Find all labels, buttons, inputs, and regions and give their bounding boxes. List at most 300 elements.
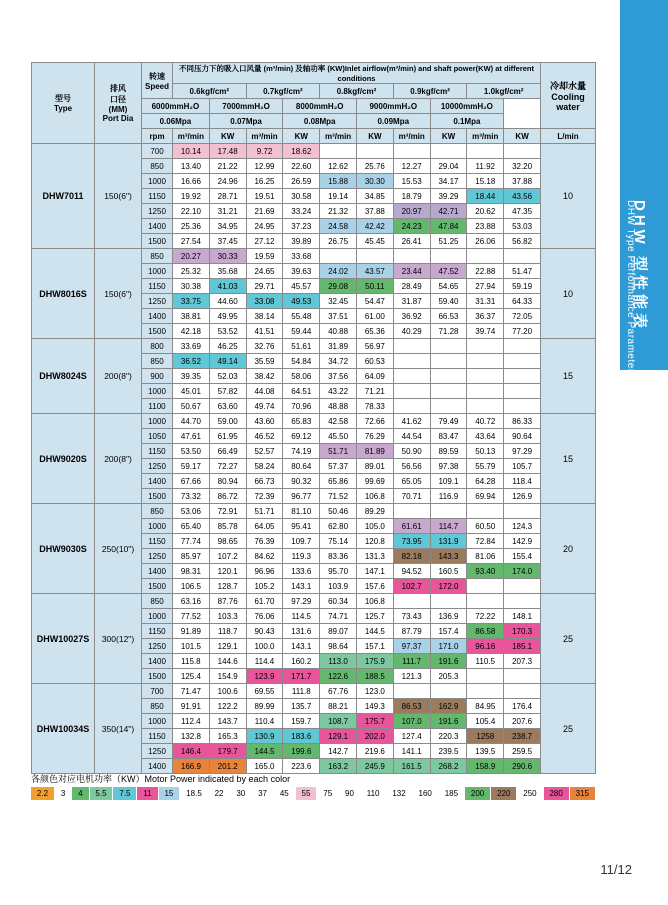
data-cell — [430, 504, 467, 519]
row-rpm: 1500 — [142, 579, 173, 594]
legend-item: 132 — [386, 787, 412, 800]
model-port: 200(8") — [95, 414, 142, 504]
data-cell: 97.29 — [504, 444, 541, 459]
data-cell: 12.27 — [393, 159, 430, 174]
data-cell: 37.88 — [504, 174, 541, 189]
model-name: DHW10027S — [32, 594, 95, 684]
data-cell — [393, 339, 430, 354]
data-cell: 51.47 — [504, 264, 541, 279]
row-rpm: 1250 — [142, 639, 173, 654]
data-cell: 53.06 — [173, 504, 210, 519]
data-cell: 132.8 — [173, 729, 210, 744]
data-cell: 118.4 — [504, 474, 541, 489]
data-cell: 175.7 — [356, 714, 393, 729]
data-cell: 64.28 — [467, 474, 504, 489]
data-cell: 112.4 — [173, 714, 210, 729]
data-cell: 155.4 — [504, 549, 541, 564]
row-rpm: 1000 — [142, 174, 173, 189]
row-rpm: 850 — [142, 354, 173, 369]
row-rpm: 1500 — [142, 489, 173, 504]
data-cell: 93.40 — [467, 564, 504, 579]
data-cell: 80.94 — [209, 474, 246, 489]
data-cell: 12.99 — [246, 159, 283, 174]
header-port: 排风 口径 (MM) Port Dia — [95, 63, 142, 144]
data-cell: 40.72 — [467, 414, 504, 429]
data-cell: 22.88 — [467, 264, 504, 279]
data-cell: 143.3 — [430, 549, 467, 564]
data-cell: 25.36 — [173, 219, 210, 234]
data-cell: 51.71 — [320, 444, 357, 459]
data-cell: 79.49 — [430, 414, 467, 429]
data-cell: 41.62 — [393, 414, 430, 429]
data-cell: 65.05 — [393, 474, 430, 489]
data-cell: 139.5 — [467, 744, 504, 759]
data-cell — [393, 594, 430, 609]
data-cell: 34.17 — [430, 174, 467, 189]
data-cell: 59.17 — [173, 459, 210, 474]
data-cell: 90.32 — [283, 474, 320, 489]
legend-item: 5.5 — [90, 787, 114, 800]
data-cell: 77.74 — [173, 534, 210, 549]
legend-row — [31, 787, 596, 800]
data-cell: 183.6 — [283, 729, 320, 744]
data-cell: 125.7 — [356, 609, 393, 624]
row-rpm: 850 — [142, 249, 173, 264]
data-cell: 131.3 — [356, 549, 393, 564]
data-cell: 26.59 — [283, 174, 320, 189]
data-cell: 41.03 — [209, 279, 246, 294]
data-cell: 171.0 — [430, 639, 467, 654]
data-cell: 179.7 — [209, 744, 246, 759]
data-cell: 122.6 — [320, 669, 357, 684]
legend-item: 3 — [55, 787, 72, 800]
data-cell: 67.66 — [173, 474, 210, 489]
header-span-title: 不同压力下的吸入口风量 (m³/min) 及轴功率 (KW)Inlet airflow(m³/min) and shaft power(KW) at different conditions — [173, 63, 541, 84]
data-cell: 290.6 — [504, 759, 541, 774]
data-cell: 73.95 — [393, 534, 430, 549]
data-cell: 83.36 — [320, 549, 357, 564]
data-cell: 62.80 — [320, 519, 357, 534]
data-cell: 25.32 — [173, 264, 210, 279]
data-cell: 165.0 — [246, 759, 283, 774]
model-cooling: 15 — [541, 339, 596, 414]
row-rpm: 1150 — [142, 729, 173, 744]
data-cell: 268.2 — [430, 759, 467, 774]
data-cell: 56.97 — [356, 339, 393, 354]
data-cell: 23.88 — [467, 219, 504, 234]
data-cell — [393, 369, 430, 384]
data-cell: 207.6 — [504, 714, 541, 729]
header-pressure-mpa-3: 0.09Mpa — [356, 114, 430, 129]
legend-item: 55 — [296, 787, 318, 800]
data-cell: 11.92 — [467, 159, 504, 174]
legend-item: 250 — [517, 787, 543, 800]
data-cell: 41.51 — [246, 324, 283, 339]
row-rpm: 1250 — [142, 294, 173, 309]
data-cell: 144.5 — [246, 744, 283, 759]
row-rpm: 1250 — [142, 549, 173, 564]
data-cell: 97.37 — [393, 639, 430, 654]
data-cell: 114.7 — [430, 519, 467, 534]
data-cell: 91.91 — [173, 699, 210, 714]
data-cell — [467, 399, 504, 414]
data-cell: 18.62 — [283, 144, 320, 159]
data-cell — [356, 144, 393, 159]
data-cell: 9.72 — [246, 144, 283, 159]
row-rpm: 1000 — [142, 609, 173, 624]
data-cell: 50.13 — [467, 444, 504, 459]
data-cell: 144.6 — [209, 654, 246, 669]
data-cell: 38.14 — [246, 309, 283, 324]
data-cell: 47.52 — [430, 264, 467, 279]
data-cell: 108.7 — [320, 714, 357, 729]
data-cell — [320, 144, 357, 159]
data-cell: 165.3 — [209, 729, 246, 744]
data-cell: 24.23 — [393, 219, 430, 234]
data-cell: 18.79 — [393, 189, 430, 204]
data-cell: 59.40 — [430, 294, 467, 309]
row-rpm: 1150 — [142, 624, 173, 639]
data-cell: 49.95 — [209, 309, 246, 324]
data-cell: 90.64 — [504, 429, 541, 444]
legend-title: 各颜色对应电机功率（KW）Motor Power indicated by each color — [31, 774, 291, 784]
data-cell: 124.3 — [504, 519, 541, 534]
data-cell: 202.0 — [356, 729, 393, 744]
legend-item: 4 — [72, 787, 89, 800]
data-cell: 21.32 — [320, 204, 357, 219]
header-kw-2: KW — [356, 129, 393, 144]
data-cell: 98.65 — [209, 534, 246, 549]
data-cell: 19.14 — [320, 189, 357, 204]
data-cell: 96.16 — [467, 639, 504, 654]
data-cell: 49.74 — [246, 399, 283, 414]
data-cell: 80.64 — [283, 459, 320, 474]
header-pressure-mm-4: 10000mmH₂O — [430, 99, 504, 114]
data-cell: 33.75 — [173, 294, 210, 309]
performance-table-wrap — [31, 62, 596, 774]
model-cooling: 25 — [541, 594, 596, 684]
data-cell: 245.9 — [356, 759, 393, 774]
data-cell: 48.88 — [320, 399, 357, 414]
header-pressure-kg-1: 0.7kgf/cm² — [246, 84, 320, 99]
data-cell: 32.45 — [320, 294, 357, 309]
legend-item: 37 — [252, 787, 274, 800]
data-cell: 103.3 — [209, 609, 246, 624]
model-cooling: 20 — [541, 504, 596, 594]
data-cell: 71.47 — [173, 684, 210, 699]
row-rpm: 1400 — [142, 564, 173, 579]
data-cell: 51.71 — [246, 504, 283, 519]
data-cell: 97.29 — [283, 594, 320, 609]
data-cell: 71.52 — [320, 489, 357, 504]
row-rpm: 1000 — [142, 414, 173, 429]
model-name: DHW9030S — [32, 504, 95, 594]
data-cell — [467, 354, 504, 369]
data-cell: 157.4 — [430, 624, 467, 639]
data-cell: 95.70 — [320, 564, 357, 579]
data-cell: 174.0 — [504, 564, 541, 579]
data-cell: 131.9 — [430, 534, 467, 549]
data-cell: 42.71 — [430, 204, 467, 219]
data-cell: 43.64 — [467, 429, 504, 444]
data-cell: 27.94 — [467, 279, 504, 294]
data-cell: 157.1 — [356, 639, 393, 654]
header-pressure-kg-3: 0.9kgf/cm² — [393, 84, 467, 99]
data-cell: 114.5 — [283, 609, 320, 624]
data-cell: 136.9 — [430, 609, 467, 624]
data-cell: 175.9 — [356, 654, 393, 669]
data-cell: 58.24 — [246, 459, 283, 474]
header-flow-0: m³/min — [173, 129, 210, 144]
data-cell: 22.10 — [173, 204, 210, 219]
data-cell: 26.06 — [467, 234, 504, 249]
model-cooling: 10 — [541, 249, 596, 339]
header-pressure-mpa-4: 0.1Mpa — [430, 114, 504, 129]
data-cell: 176.4 — [504, 699, 541, 714]
data-cell: 102.7 — [393, 579, 430, 594]
row-rpm: 800 — [142, 339, 173, 354]
header-cooling-unit: L/min — [541, 129, 596, 144]
model-cooling: 25 — [541, 684, 596, 774]
legend-item: 90 — [339, 787, 361, 800]
model-name: DHW10034S — [32, 684, 95, 774]
data-cell: 83.47 — [430, 429, 467, 444]
header-kw-4: KW — [504, 129, 541, 144]
data-cell: 85.78 — [209, 519, 246, 534]
row-rpm: 1400 — [142, 654, 173, 669]
header-kw-3: KW — [430, 129, 467, 144]
data-cell: 55.79 — [467, 459, 504, 474]
data-cell: 191.6 — [430, 714, 467, 729]
data-cell: 86.72 — [209, 489, 246, 504]
data-cell: 107.0 — [393, 714, 430, 729]
legend-item: 315 — [570, 787, 596, 800]
data-cell: 61.95 — [209, 429, 246, 444]
row-rpm: 1150 — [142, 279, 173, 294]
row-rpm: 1500 — [142, 234, 173, 249]
row-rpm: 1100 — [142, 399, 173, 414]
data-cell: 70.71 — [393, 489, 430, 504]
data-cell: 19.92 — [173, 189, 210, 204]
header-pressure-mpa-1: 0.07Mpa — [209, 114, 283, 129]
data-cell: 101.5 — [173, 639, 210, 654]
data-cell — [504, 249, 541, 264]
data-cell — [430, 594, 467, 609]
data-cell: 105.2 — [246, 579, 283, 594]
legend-item: 30 — [230, 787, 252, 800]
data-cell: 59.19 — [504, 279, 541, 294]
data-cell: 31.31 — [467, 294, 504, 309]
row-rpm: 700 — [142, 684, 173, 699]
data-cell: 49.14 — [209, 354, 246, 369]
data-cell: 115.8 — [173, 654, 210, 669]
data-cell: 149.3 — [356, 699, 393, 714]
data-cell: 89.07 — [320, 624, 357, 639]
data-cell: 223.6 — [283, 759, 320, 774]
data-cell: 72.91 — [209, 504, 246, 519]
side-tab-title-en: DHW Type Performance Parameters Sheet — [625, 200, 636, 411]
legend-item: 11 — [137, 787, 158, 800]
data-cell: 45.01 — [173, 384, 210, 399]
data-cell: 43.22 — [320, 384, 357, 399]
data-cell: 89.59 — [430, 444, 467, 459]
data-cell: 20.62 — [467, 204, 504, 219]
row-rpm: 1400 — [142, 474, 173, 489]
legend-item: 185 — [439, 787, 465, 800]
data-cell: 55.48 — [283, 309, 320, 324]
data-cell: 38.81 — [173, 309, 210, 324]
table-row — [32, 684, 596, 699]
data-cell: 185.1 — [504, 639, 541, 654]
data-cell: 238.7 — [504, 729, 541, 744]
data-cell: 76.39 — [246, 534, 283, 549]
data-cell: 46.52 — [246, 429, 283, 444]
data-cell — [504, 339, 541, 354]
header-kw-1: KW — [283, 129, 320, 144]
data-cell: 37.51 — [320, 309, 357, 324]
data-cell: 105.7 — [504, 459, 541, 474]
data-cell: 119.3 — [283, 549, 320, 564]
data-cell — [504, 579, 541, 594]
data-cell: 74.19 — [283, 444, 320, 459]
data-cell: 85.97 — [173, 549, 210, 564]
model-name: DHW8016S — [32, 249, 95, 339]
data-cell: 44.08 — [246, 384, 283, 399]
data-cell: 39.63 — [283, 264, 320, 279]
data-cell: 36.37 — [467, 309, 504, 324]
data-cell: 57.37 — [320, 459, 357, 474]
model-port: 150(6") — [95, 249, 142, 339]
data-cell: 81.06 — [467, 549, 504, 564]
table-body — [32, 144, 596, 774]
data-cell: 40.88 — [320, 324, 357, 339]
data-cell: 60.50 — [467, 519, 504, 534]
data-cell: 50.11 — [356, 279, 393, 294]
data-cell: 172.0 — [430, 579, 467, 594]
data-cell: 35.68 — [209, 264, 246, 279]
data-cell: 87.76 — [209, 594, 246, 609]
row-rpm: 1400 — [142, 309, 173, 324]
data-cell: 30.33 — [209, 249, 246, 264]
data-cell: 103.9 — [320, 579, 357, 594]
data-cell: 43.56 — [504, 189, 541, 204]
data-cell — [393, 684, 430, 699]
row-rpm: 1150 — [142, 189, 173, 204]
data-cell: 37.88 — [356, 204, 393, 219]
legend-item: 280 — [544, 787, 570, 800]
data-cell: 53.52 — [209, 324, 246, 339]
data-cell: 31.21 — [209, 204, 246, 219]
header-pressure-kg-2: 0.8kgf/cm² — [320, 84, 394, 99]
data-cell: 127.4 — [393, 729, 430, 744]
row-rpm: 1150 — [142, 534, 173, 549]
data-cell: 60.34 — [320, 594, 357, 609]
data-cell — [467, 504, 504, 519]
model-cooling: 10 — [541, 144, 596, 249]
data-cell: 27.54 — [173, 234, 210, 249]
data-cell: 50.67 — [173, 399, 210, 414]
side-tab — [620, 0, 668, 411]
data-cell: 69.12 — [283, 429, 320, 444]
data-cell: 44.60 — [209, 294, 246, 309]
data-cell: 34.85 — [356, 189, 393, 204]
data-cell: 50.46 — [320, 504, 357, 519]
data-cell: 65.83 — [283, 414, 320, 429]
data-cell: 24.02 — [320, 264, 357, 279]
data-cell: 95.41 — [283, 519, 320, 534]
data-cell — [504, 669, 541, 684]
performance-table — [31, 62, 596, 774]
data-cell: 64.09 — [356, 369, 393, 384]
data-cell: 144.5 — [356, 624, 393, 639]
data-cell: 122.2 — [209, 699, 246, 714]
header-row-1 — [32, 63, 596, 84]
header-flow-3: m³/min — [393, 129, 430, 144]
data-cell: 22.60 — [283, 159, 320, 174]
data-cell: 142.7 — [320, 744, 357, 759]
data-cell: 59.00 — [209, 414, 246, 429]
data-cell: 87.79 — [393, 624, 430, 639]
data-cell: 148.1 — [504, 609, 541, 624]
data-cell: 75.14 — [320, 534, 357, 549]
data-cell — [393, 144, 430, 159]
data-cell: 37.56 — [320, 369, 357, 384]
data-cell: 205.3 — [430, 669, 467, 684]
legend-item: 2.2 — [31, 787, 55, 800]
row-rpm: 850 — [142, 504, 173, 519]
data-cell: 52.57 — [246, 444, 283, 459]
header-speed: 转速 Speed — [142, 63, 173, 99]
data-cell: 15.88 — [320, 174, 357, 189]
data-cell — [467, 339, 504, 354]
data-cell: 32.20 — [504, 159, 541, 174]
table-row — [32, 144, 596, 159]
data-cell: 96.96 — [246, 564, 283, 579]
data-cell: 125.4 — [173, 669, 210, 684]
data-cell: 18.44 — [467, 189, 504, 204]
data-cell — [504, 144, 541, 159]
data-cell: 86.58 — [467, 624, 504, 639]
row-rpm: 850 — [142, 594, 173, 609]
data-cell: 106.8 — [356, 594, 393, 609]
data-cell: 31.89 — [320, 339, 357, 354]
legend-item: 110 — [361, 787, 387, 800]
data-cell: 129.1 — [320, 729, 357, 744]
data-cell: 37.23 — [283, 219, 320, 234]
data-cell: 100.0 — [246, 639, 283, 654]
data-cell: 188.5 — [356, 669, 393, 684]
data-cell: 171.7 — [283, 669, 320, 684]
data-cell: 30.58 — [283, 189, 320, 204]
data-cell: 78.33 — [356, 399, 393, 414]
data-cell: 128.7 — [209, 579, 246, 594]
data-cell: 110.5 — [467, 654, 504, 669]
row-rpm: 700 — [142, 144, 173, 159]
data-cell — [467, 384, 504, 399]
data-cell: 72.66 — [356, 414, 393, 429]
row-rpm: 1250 — [142, 744, 173, 759]
data-cell: 24.95 — [246, 219, 283, 234]
data-cell: 34.72 — [320, 354, 357, 369]
row-rpm: 1500 — [142, 324, 173, 339]
data-cell: 24.65 — [246, 264, 283, 279]
data-cell: 54.47 — [356, 294, 393, 309]
data-cell: 88.21 — [320, 699, 357, 714]
data-cell: 47.35 — [504, 204, 541, 219]
data-cell — [430, 339, 467, 354]
page-number: 11/12 — [600, 862, 632, 877]
data-cell: 16.66 — [173, 174, 210, 189]
